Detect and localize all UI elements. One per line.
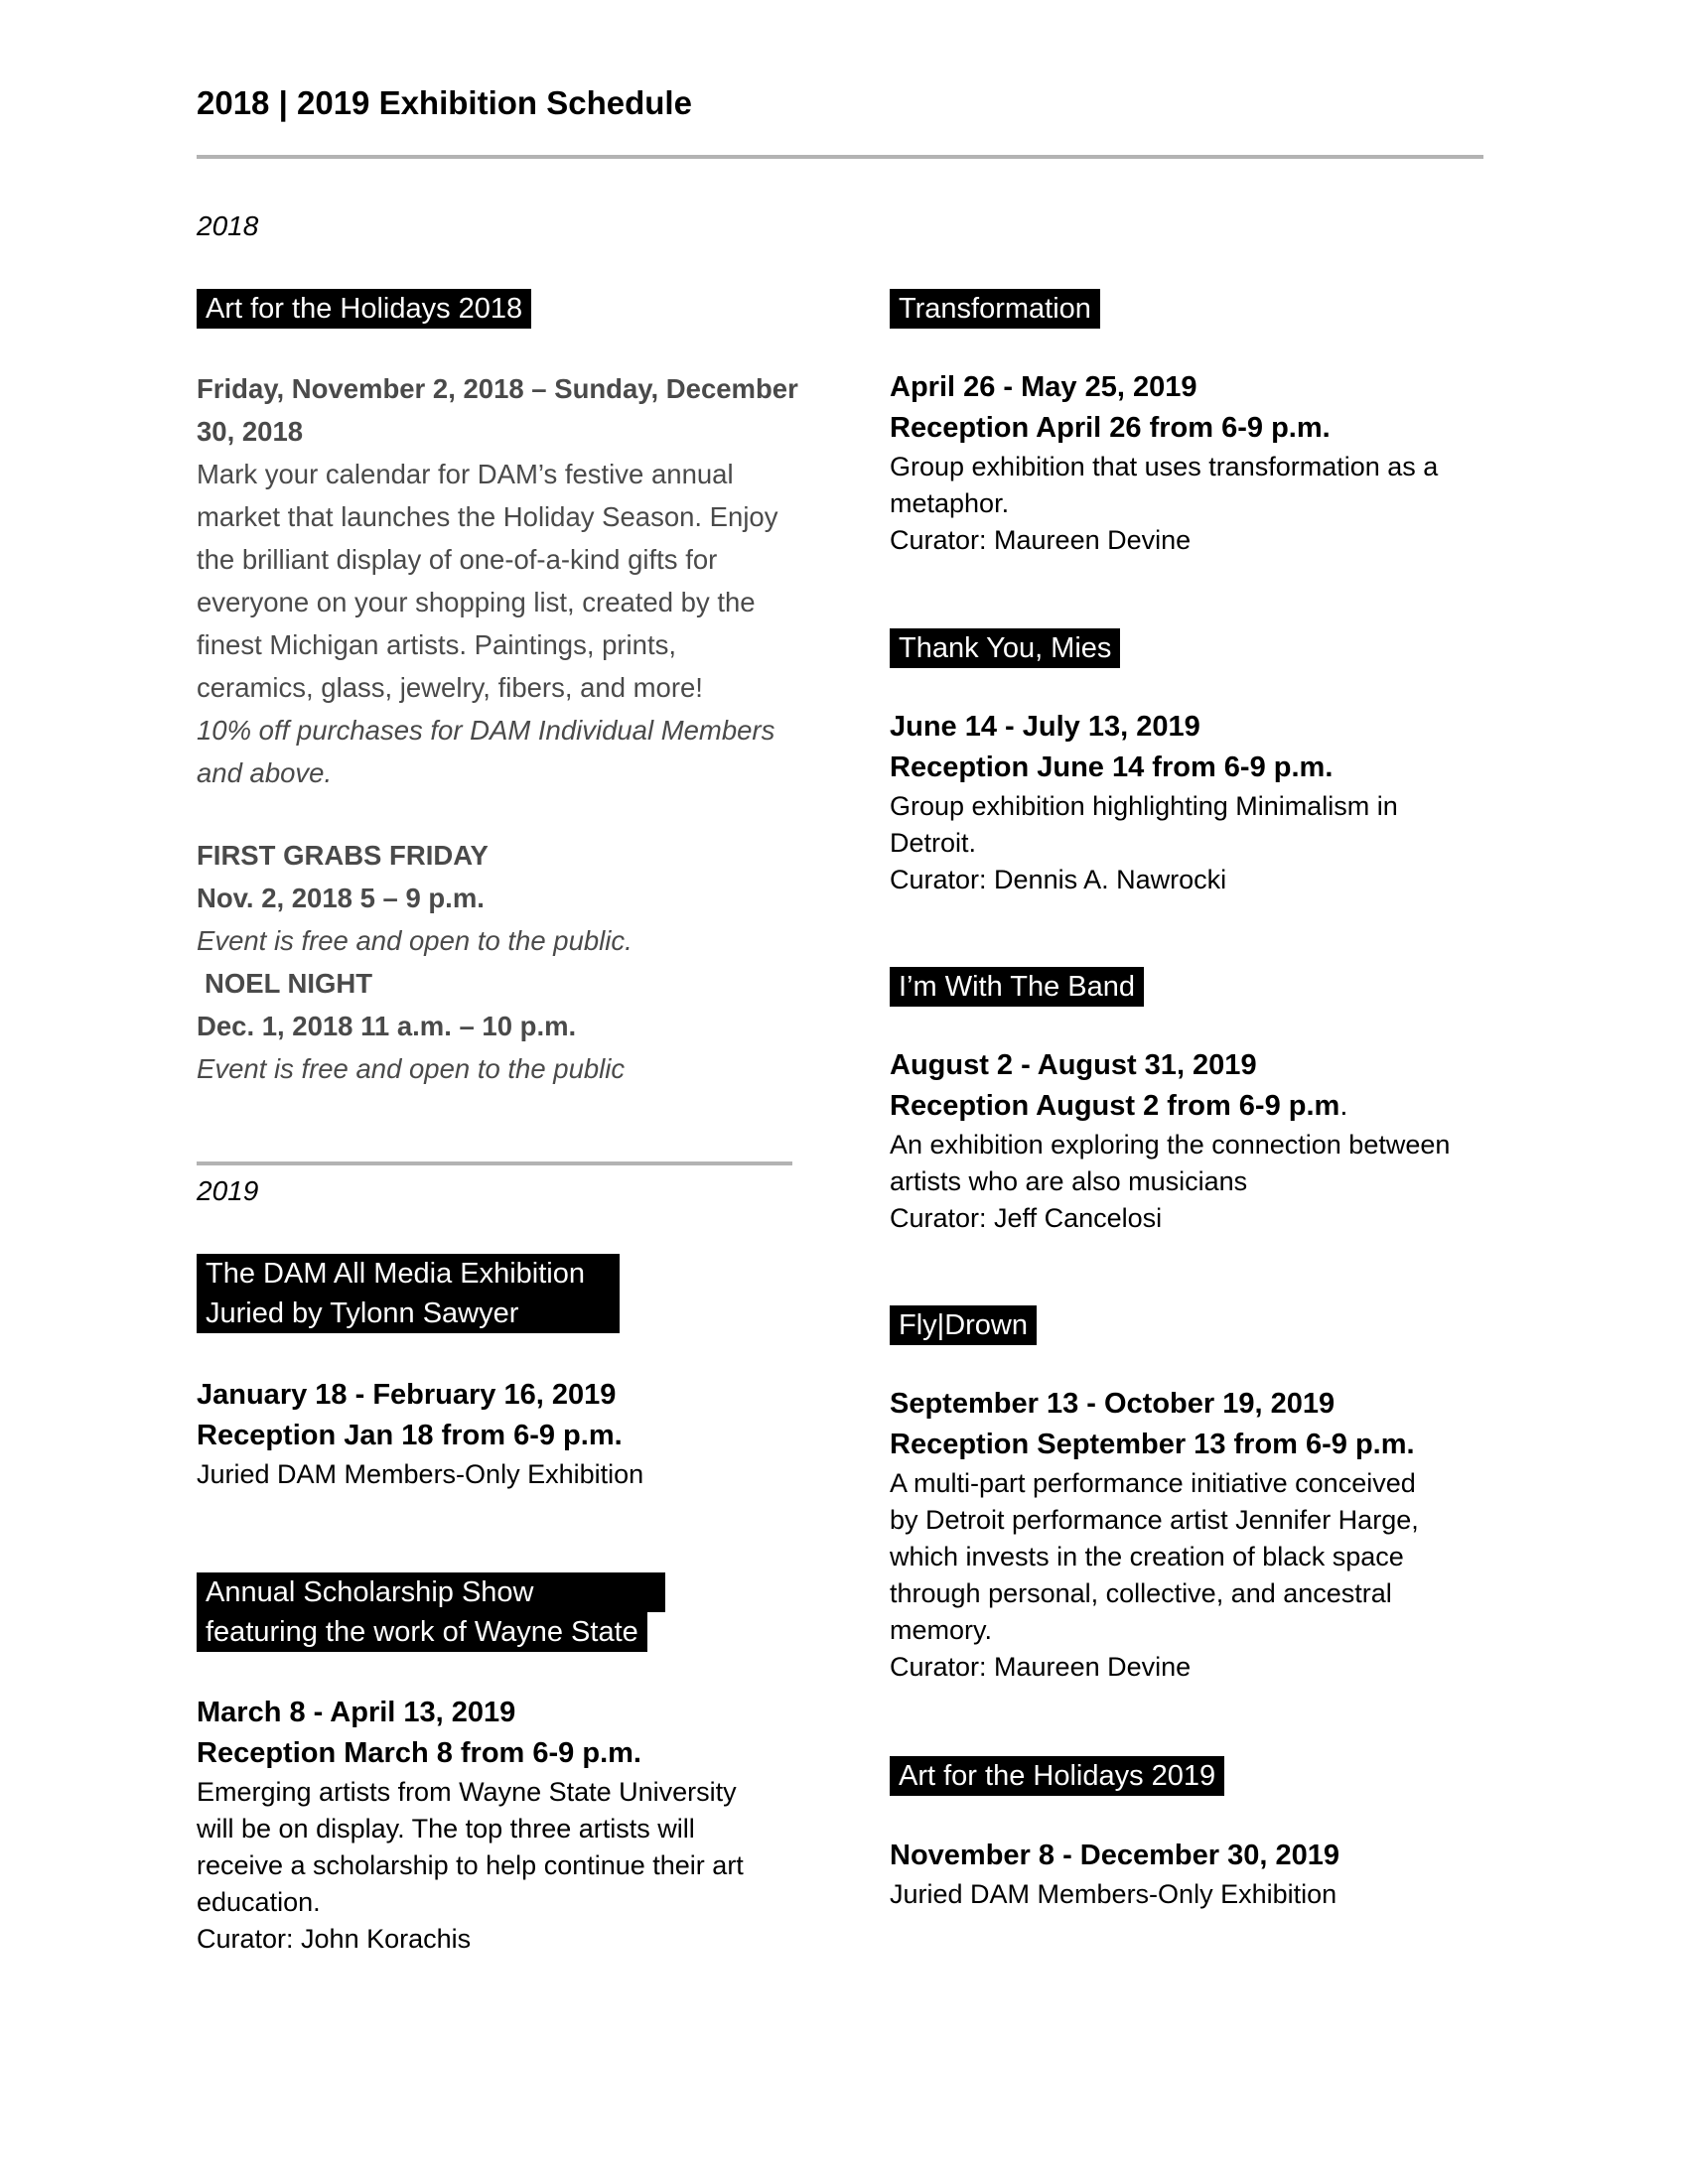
fly-drown-block [890, 1384, 1505, 1686]
mies-curator: Curator: Dennis A. Nawrocki [890, 865, 1227, 894]
holidays-2018-desc-2: market that launches the Holiday Season. Enjoy [197, 501, 778, 532]
mies-dates: June 14 - July 13, 2019 [890, 711, 1200, 743]
all-media-header-line2: Juried by Tylonn Sawyer [197, 1294, 620, 1333]
noel-night-time: Dec. 1, 2018 11 a.m. – 10 p.m. [197, 1011, 577, 1041]
all-media-reception: Reception Jan 18 from 6-9 p.m. [197, 1420, 623, 1451]
mies-desc-2: Detroit. [890, 828, 977, 858]
mies-block [890, 707, 1505, 898]
band-reception-line [890, 1086, 1505, 1127]
holidays-2018-desc-1: Mark your calendar for DAM’s festive annual [197, 459, 734, 489]
fly-drown-desc-1: A multi-part performance initiative conceived [890, 1468, 1416, 1498]
scholarship-header-line2: featuring the work of Wayne State [197, 1612, 647, 1652]
band-block [890, 1045, 1505, 1237]
fly-drown-desc-4: through personal, collective, and ancestral [890, 1578, 1392, 1608]
year-2019-label: 2019 [197, 1175, 259, 1206]
transformation-reception: Reception April 26 from 6-9 p.m. [890, 412, 1331, 444]
mies-desc-1: Group exhibition highlighting Minimalism in [890, 791, 1398, 821]
first-grabs-title: FIRST GRABS FRIDAY [197, 840, 489, 871]
band-desc-1: An exhibition exploring the connection between [890, 1130, 1451, 1160]
band-header: I’m With The Band [890, 967, 1144, 1007]
scholarship-desc-4: education. [197, 1887, 321, 1917]
mies-reception: Reception June 14 from 6-9 p.m. [890, 751, 1334, 783]
holidays-2019-header: Art for the Holidays 2019 [890, 1756, 1224, 1796]
fly-drown-curator: Curator: Maureen Devine [890, 1652, 1192, 1682]
all-media-dates: January 18 - February 16, 2019 [197, 1379, 617, 1411]
fly-drown-dates: September 13 - October 19, 2019 [890, 1388, 1336, 1420]
noel-night-title: NOEL NIGHT [205, 968, 373, 999]
fly-drown-reception: Reception September 13 from 6-9 p.m. [890, 1429, 1415, 1460]
fly-drown-desc-5: memory. [890, 1615, 993, 1645]
holidays-2018-header: Art for the Holidays 2018 [197, 289, 531, 329]
scholarship-reception: Reception March 8 from 6-9 p.m. [197, 1737, 641, 1769]
holidays-2019-dates: November 8 - December 30, 2019 [890, 1840, 1339, 1871]
scholarship-desc-3: receive a scholarship to help continue their art [197, 1850, 744, 1880]
holidays-2018-desc-5: finest Michigan artists. Paintings, prints, [197, 629, 676, 660]
scholarship-desc-2: will be on display. The top three artists will [197, 1814, 695, 1843]
scholarship-curator: Curator: John Korachis [197, 1924, 472, 1954]
holidays-2018-dates-line2: 30, 2018 [197, 416, 304, 447]
all-media-block [197, 1375, 812, 1493]
first-grabs-time: Nov. 2, 2018 5 – 9 p.m. [197, 883, 485, 913]
noel-night-note: Event is free and open to the public [197, 1053, 626, 1084]
transformation-block [890, 367, 1505, 559]
holidays-2018-block [197, 367, 812, 1090]
transformation-desc-2: metaphor. [890, 488, 1010, 518]
band-reception: Reception August 2 from 6-9 p.m [890, 1090, 1340, 1122]
all-media-desc: Juried DAM Members-Only Exhibition [197, 1459, 644, 1489]
holidays-2019-desc: Juried DAM Members-Only Exhibition [890, 1879, 1337, 1909]
fly-drown-header: Fly|Drown [890, 1305, 1037, 1345]
transformation-curator: Curator: Maureen Devine [890, 525, 1192, 555]
scholarship-block [197, 1693, 812, 1958]
section-divider [197, 1161, 792, 1165]
scholarship-dates: March 8 - April 13, 2019 [197, 1697, 516, 1728]
band-curator: Curator: Jeff Cancelosi [890, 1203, 1163, 1233]
year-2018-label: 2018 [197, 210, 259, 241]
page-title: 2018 | 2019 Exhibition Schedule [197, 84, 692, 121]
title-divider [197, 155, 1483, 159]
holidays-2019-block [890, 1836, 1505, 1913]
transformation-dates: April 26 - May 25, 2019 [890, 371, 1197, 403]
mies-header: Thank You, Mies [890, 628, 1120, 668]
holidays-2018-desc-4: everyone on your shopping list, created by the [197, 587, 756, 617]
first-grabs-note: Event is free and open to the public. [197, 925, 633, 956]
band-desc-2: artists who are also musicians [890, 1166, 1248, 1196]
scholarship-header-line1: Annual Scholarship Show [197, 1572, 665, 1612]
holidays-2018-discount-2: and above. [197, 757, 333, 788]
fly-drown-desc-3: which invests in the creation of black space [890, 1542, 1404, 1571]
band-reception-period: . [1339, 1090, 1348, 1122]
holidays-2018-dates-line1: Friday, November 2, 2018 – Sunday, December [197, 373, 798, 404]
band-dates: August 2 - August 31, 2019 [890, 1049, 1257, 1081]
transformation-desc-1: Group exhibition that uses transformation as a [890, 452, 1439, 481]
transformation-header: Transformation [890, 289, 1100, 329]
holidays-2018-desc-3: the brilliant display of one-of-a-kind gifts for [197, 544, 718, 575]
holidays-2018-discount-1: 10% off purchases for DAM Individual Members [197, 715, 775, 746]
holidays-2018-desc-6: ceramics, glass, jewelry, fibers, and more! [197, 672, 703, 703]
fly-drown-desc-2: by Detroit performance artist Jennifer Harge, [890, 1505, 1419, 1535]
all-media-header-line1: The DAM All Media Exhibition [197, 1254, 620, 1294]
scholarship-desc-1: Emerging artists from Wayne State University [197, 1777, 737, 1807]
